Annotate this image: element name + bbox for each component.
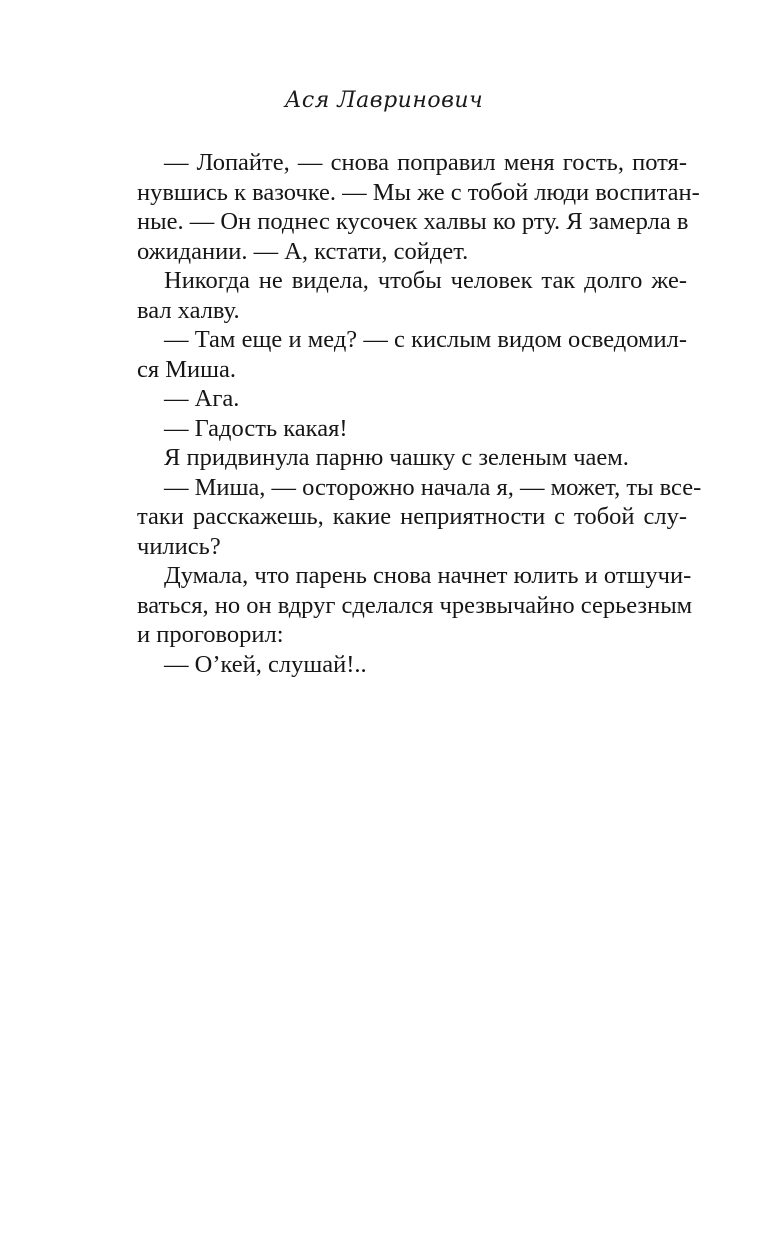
body-text <box>137 148 702 679</box>
text-line: ожидании. — А, кстати, сойдет. <box>137 237 469 265</box>
text-line: нувшись к вазочке. — Мы же с тобой люди воспитан- <box>137 178 700 206</box>
text-line: Думала, что парень снова начнет юлить и отшучи- <box>164 562 692 589</box>
text-line: Никогда не видела, чтобы человек так долго же- <box>164 267 687 294</box>
text-line: — Гадость какая! <box>164 414 348 442</box>
text-line: — Миша, — осторожно начала я, — может, ты все- <box>164 473 702 501</box>
text-line: таки расскажешь, какие неприятности с тобой слу- <box>137 503 687 530</box>
text-line: Я придвинула парню чашку с зеленым чаем. <box>164 444 629 471</box>
text-line: вал халву. <box>137 296 240 324</box>
text-line: — Ага. <box>164 385 240 412</box>
text-line: ваться, но он вдруг сделался чрезвычайно серьезным <box>137 591 693 619</box>
text-line: — О’кей, слушай!.. <box>164 650 367 678</box>
text-line: ся Миша. <box>137 355 237 383</box>
text-line: и проговорил: <box>137 621 284 648</box>
text-line: — Там еще и мед? — с кислым видом осведомил- <box>164 326 687 353</box>
running-head-author: Ася Лавринович <box>284 88 484 113</box>
text-line: — Лопайте, — снова поправил меня гость, потя- <box>164 149 687 176</box>
text-line: чились? <box>137 532 221 560</box>
text-line: ные. — Он поднес кусочек халвы ко рту. Я замерла в <box>137 208 689 235</box>
